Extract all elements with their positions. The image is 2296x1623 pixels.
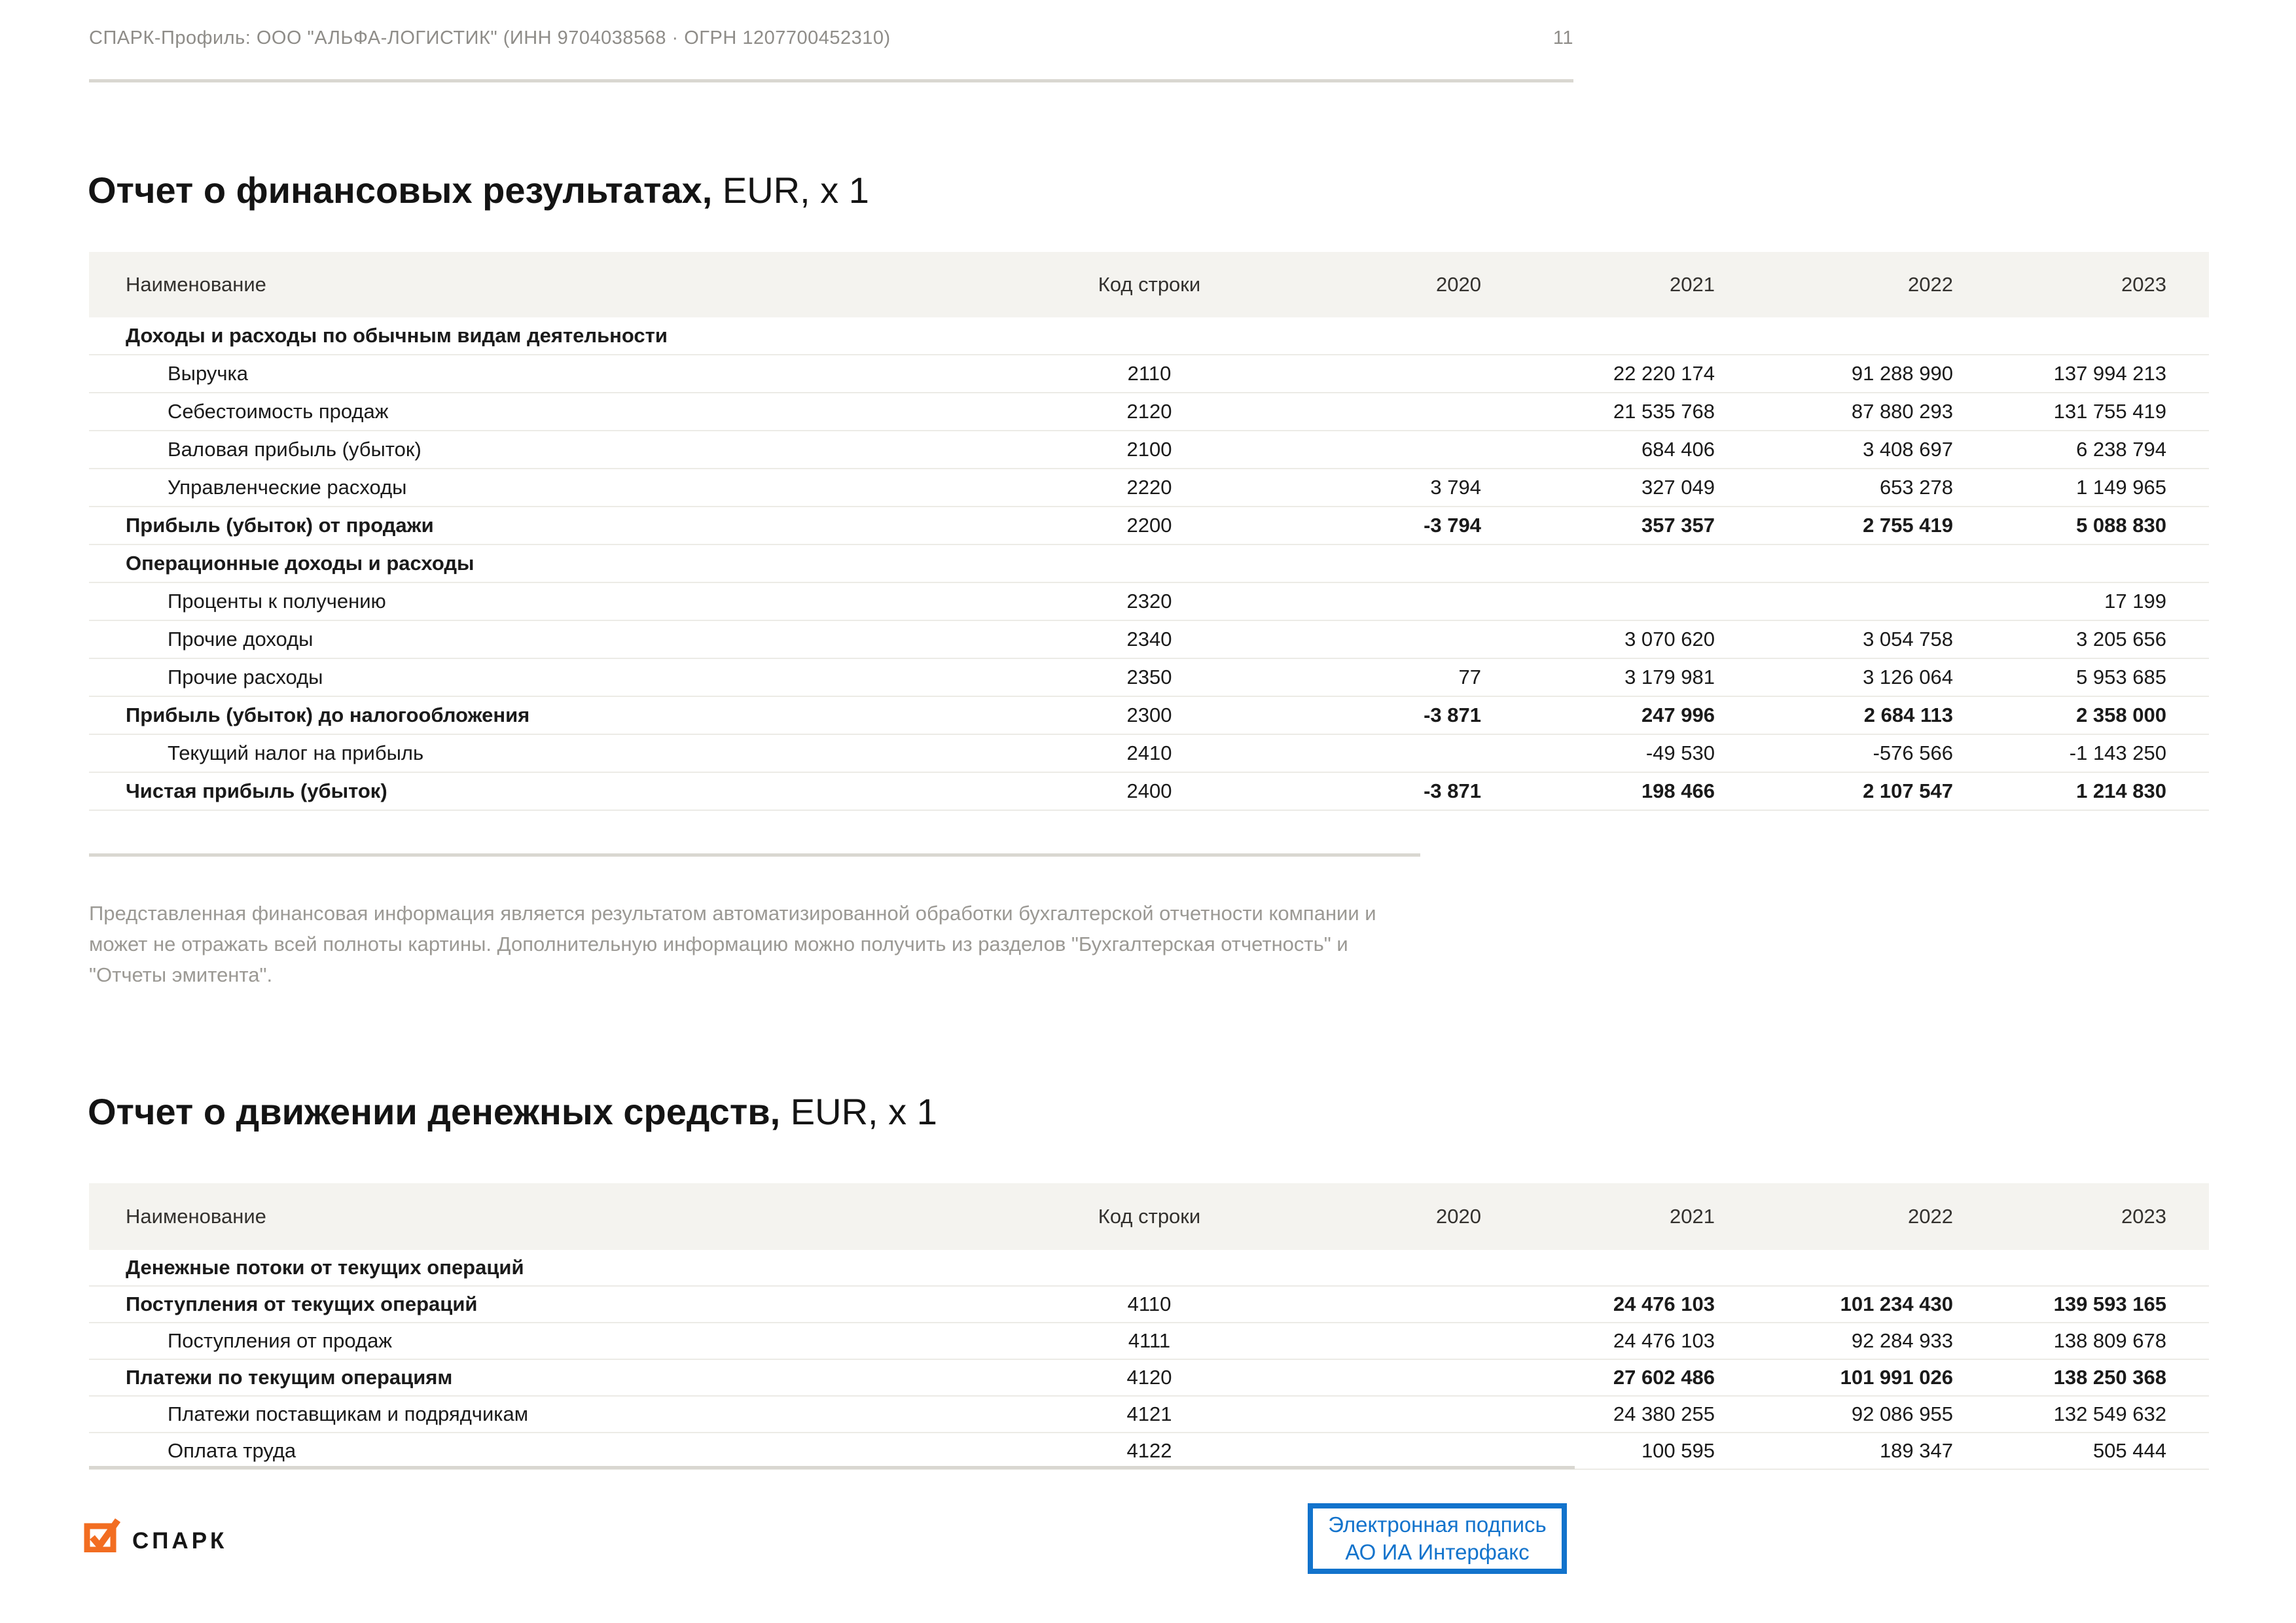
table-row xyxy=(89,1360,2209,1397)
row-code: 2350 xyxy=(1126,666,1172,688)
row-code: 2320 xyxy=(1126,590,1172,613)
row-code: 2410 xyxy=(1126,741,1172,764)
row-value-2022: 189 347 xyxy=(1879,1439,1953,1462)
row-value-2021: 22 220 174 xyxy=(1613,362,1715,385)
row-value-2021: 27 602 486 xyxy=(1613,1366,1715,1389)
table-row xyxy=(89,1287,2209,1323)
row-name: Оплата труда xyxy=(168,1439,296,1462)
row-value-2021: 21 535 768 xyxy=(1613,400,1715,423)
table-row xyxy=(89,583,2209,621)
row-value-2020: 3 794 xyxy=(1430,476,1481,499)
table-row xyxy=(89,1397,2209,1433)
row-value-2022: 2 107 547 xyxy=(1863,779,1953,802)
cashflow-table-body xyxy=(89,1250,2209,1470)
row-name: Прибыль (убыток) до налогообложения xyxy=(126,704,530,726)
row-value-2021: 3 179 981 xyxy=(1624,666,1715,688)
row-value-2022: 87 880 293 xyxy=(1851,400,1953,423)
row-name: Чистая прибыль (убыток) xyxy=(126,779,387,802)
column-header-2020: 2020 xyxy=(1436,273,1481,296)
row-value-2022: 91 288 990 xyxy=(1851,362,1953,385)
row-name: Операционные доходы и расходы xyxy=(126,552,475,575)
row-value-2023: 138 809 678 xyxy=(2053,1329,2166,1352)
table-row xyxy=(89,697,2209,735)
row-code: 2220 xyxy=(1126,476,1172,499)
row-value-2023: 2 358 000 xyxy=(2076,704,2166,726)
row-code: 2340 xyxy=(1126,628,1172,651)
row-name: Выручка xyxy=(168,362,248,385)
row-value-2021: 684 406 xyxy=(1641,438,1715,461)
row-value-2021: 24 476 103 xyxy=(1613,1293,1715,1315)
row-code: 2110 xyxy=(1127,362,1172,385)
row-code: 2100 xyxy=(1126,438,1172,461)
row-name: Поступления от продаж xyxy=(168,1329,393,1352)
row-value-2023: 138 250 368 xyxy=(2053,1366,2166,1389)
row-value-2023: 1 214 830 xyxy=(2076,779,2166,802)
table-row xyxy=(89,621,2209,659)
row-value-2022: 653 278 xyxy=(1879,476,1953,499)
row-code: 2300 xyxy=(1126,704,1172,726)
row-name: Денежные потоки от текущих операций xyxy=(126,1256,524,1279)
column-header-2021: 2021 xyxy=(1670,1205,1715,1228)
row-value-2021: 24 476 103 xyxy=(1613,1329,1715,1352)
signature-line-2: АО ИА Интерфакс xyxy=(1345,1540,1530,1564)
row-value-2022: 2 684 113 xyxy=(1863,704,1953,726)
column-header-2020: 2020 xyxy=(1436,1205,1481,1228)
financials-disclaimer: Представленная финансовая информация является результатом автоматизированной обработки бухгалтерской отчетности компании и может не отражать всей полноты картины. Дополнительную информацию можно получить из разделов "Бухгалтерская отчетность" и "Отчеты эмитента". xyxy=(89,902,1376,986)
row-name: Проценты к получению xyxy=(168,590,386,613)
signature-line-1: Электронная подпись xyxy=(1328,1512,1547,1537)
column-header-2022: 2022 xyxy=(1908,1205,1953,1228)
cash-flow-title xyxy=(88,1090,937,1133)
row-value-2021: 357 357 xyxy=(1641,514,1715,537)
row-value-2020: -3 794 xyxy=(1424,514,1481,537)
row-value-2023: -1 143 250 xyxy=(2069,741,2166,764)
row-value-2022: 3 408 697 xyxy=(1863,438,1953,461)
row-name: Валовая прибыль (убыток) xyxy=(168,438,422,461)
bottom-divider xyxy=(89,1466,1575,1469)
row-value-2022: 101 234 430 xyxy=(1840,1293,1953,1315)
row-name: Прочие доходы xyxy=(168,628,314,651)
row-name: Текущий налог на прибыль xyxy=(168,741,424,764)
table-row xyxy=(89,431,2209,469)
row-value-2023: 5 953 685 xyxy=(2076,666,2166,688)
row-value-2023: 132 549 632 xyxy=(2053,1402,2166,1425)
document-header xyxy=(89,27,1573,82)
row-value-2021: 247 996 xyxy=(1641,704,1715,726)
row-name: Управленческие расходы xyxy=(168,476,407,499)
table-row xyxy=(89,1433,2209,1470)
cashflow-table-header-row xyxy=(89,1183,2209,1250)
row-name: Себестоимость продаж xyxy=(168,400,389,423)
row-code: 2200 xyxy=(1126,514,1172,537)
table-row xyxy=(89,773,2209,811)
section-divider xyxy=(89,853,1420,857)
electronic-signature-badge xyxy=(1308,1503,1567,1574)
table-row xyxy=(89,507,2209,545)
column-header-code: Код строки xyxy=(1098,273,1201,296)
spark-logo-text: СПАРК xyxy=(132,1527,228,1554)
row-value-2021: 327 049 xyxy=(1641,476,1715,499)
row-value-2022: -576 566 xyxy=(1873,741,1953,764)
row-value-2020: 77 xyxy=(1458,666,1481,688)
column-header-name: Наименование xyxy=(126,1205,266,1228)
column-header-2023: 2023 xyxy=(2121,273,2166,296)
spark-checkmark-icon xyxy=(84,1517,122,1556)
page-number: 11 xyxy=(1552,27,1573,48)
row-value-2023: 1 149 965 xyxy=(2076,476,2166,499)
row-code: 4110 xyxy=(1127,1293,1172,1315)
row-value-2022: 101 991 026 xyxy=(1840,1366,1953,1389)
row-value-2020: -3 871 xyxy=(1424,779,1481,802)
spark-logo xyxy=(84,1517,227,1556)
row-value-2023: 17 199 xyxy=(2104,590,2166,613)
row-name: Платежи по текущим операциям xyxy=(126,1366,453,1389)
row-name: Поступления от текущих операций xyxy=(126,1293,478,1315)
table-row xyxy=(89,659,2209,697)
row-value-2023: 505 444 xyxy=(2092,1439,2166,1462)
row-value-2022: 92 086 955 xyxy=(1851,1402,1953,1425)
table-row xyxy=(89,1250,2209,1287)
cash-flow-title-main: Отчет о движении денежных средств, xyxy=(88,1091,781,1132)
row-code: 4121 xyxy=(1126,1402,1172,1425)
table-row xyxy=(89,469,2209,507)
row-value-2023: 5 088 830 xyxy=(2076,514,2166,537)
cash-flow-table xyxy=(89,1183,2209,1470)
income-table-header-row xyxy=(89,252,2209,317)
row-value-2023: 3 205 656 xyxy=(2076,628,2166,651)
income-statement-table xyxy=(89,252,2209,811)
row-value-2022: 3 126 064 xyxy=(1863,666,1953,688)
row-value-2023: 131 755 419 xyxy=(2053,400,2166,423)
income-statement-title-suffix: EUR, х 1 xyxy=(712,169,869,211)
table-row xyxy=(89,355,2209,393)
row-name: Прибыль (убыток) от продажи xyxy=(126,514,434,537)
column-header-2022: 2022 xyxy=(1908,273,1953,296)
column-header-code: Код строки xyxy=(1098,1205,1201,1228)
row-value-2021: 198 466 xyxy=(1641,779,1715,802)
row-value-2022: 92 284 933 xyxy=(1851,1329,1953,1352)
table-row xyxy=(89,735,2209,773)
row-value-2023: 137 994 213 xyxy=(2053,362,2166,385)
row-value-2021: 24 380 255 xyxy=(1613,1402,1715,1425)
row-value-2021: 100 595 xyxy=(1641,1439,1715,1462)
column-header-name: Наименование xyxy=(126,273,266,296)
row-value-2022: 2 755 419 xyxy=(1863,514,1953,537)
column-header-2021: 2021 xyxy=(1670,273,1715,296)
row-value-2023: 6 238 794 xyxy=(2076,438,2166,461)
row-name: Доходы и расходы по обычным видам деятельности xyxy=(126,324,668,347)
table-row xyxy=(89,393,2209,431)
row-value-2020: -3 871 xyxy=(1424,704,1481,726)
row-value-2021: -49 530 xyxy=(1645,741,1715,764)
row-value-2023: 139 593 165 xyxy=(2053,1293,2166,1315)
table-row xyxy=(89,317,2209,355)
header-title: СПАРК-Профиль: ООО "АЛЬФА-ЛОГИСТИК" (ИНН 9704038568 · ОГРН 1207700452310) xyxy=(89,27,891,48)
row-code: 4122 xyxy=(1126,1439,1172,1462)
row-name: Прочие расходы xyxy=(168,666,323,688)
table-row xyxy=(89,1323,2209,1360)
row-code: 2120 xyxy=(1126,400,1172,423)
income-statement-title xyxy=(88,169,869,211)
row-name: Платежи поставщикам и подрядчикам xyxy=(168,1402,529,1425)
row-code: 2400 xyxy=(1126,779,1172,802)
income-statement-title-main: Отчет о финансовых результатах, xyxy=(88,169,713,211)
income-table-body xyxy=(89,317,2209,811)
row-value-2021: 3 070 620 xyxy=(1624,628,1715,651)
cash-flow-title-suffix: EUR, х 1 xyxy=(780,1091,937,1132)
column-header-2023: 2023 xyxy=(2121,1205,2166,1228)
row-code: 4111 xyxy=(1128,1329,1171,1352)
table-row xyxy=(89,545,2209,583)
row-value-2022: 3 054 758 xyxy=(1863,628,1953,651)
row-code: 4120 xyxy=(1126,1366,1172,1389)
